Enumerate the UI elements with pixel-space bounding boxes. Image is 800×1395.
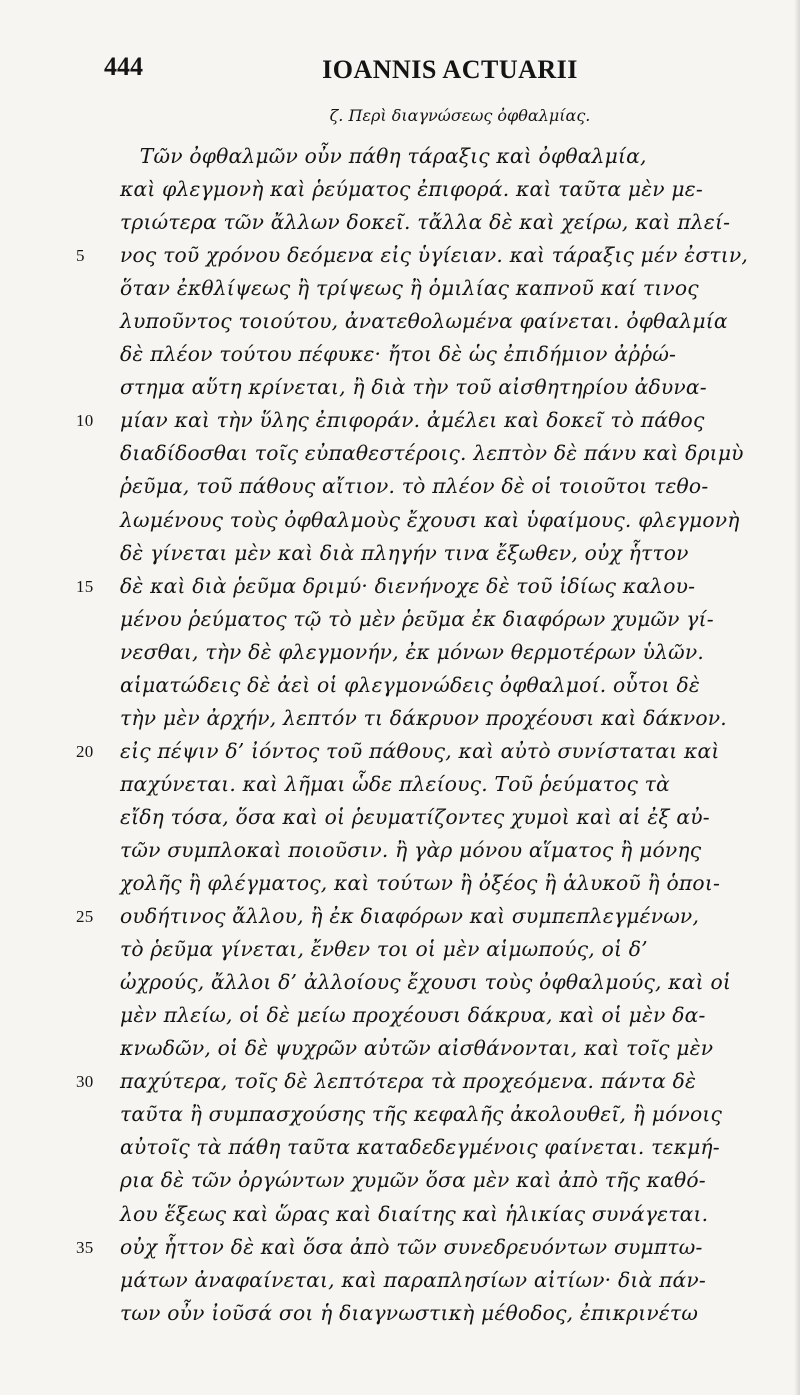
line-text: τῶν συμπλοκαὶ ποιοῦσιν. ἢ γὰρ μόνου αἵματος ἢ μόνης [120, 837, 702, 862]
text-line [120, 1098, 800, 1131]
text-line [120, 537, 800, 570]
text-line [120, 371, 800, 404]
text-line [76, 239, 800, 272]
text-line [120, 437, 800, 470]
text-line [120, 470, 800, 503]
body-text [76, 140, 800, 1330]
text-line [120, 702, 800, 735]
text-line [120, 206, 800, 239]
text-line [120, 173, 800, 206]
text-line [120, 1032, 800, 1065]
line-text: νος τοῦ χρόνου δεόμενα εἰς ὑγίειαν. καὶ τάραξις μέν ἐστιν, [120, 243, 749, 268]
text-line [120, 1264, 800, 1297]
text-line [76, 735, 800, 768]
line-text: ὅταν ἐκθλίψεως ἢ τρίψεως ἢ ὁμιλίας καπνοῦ καί τινος [120, 276, 699, 301]
line-number: 35 [76, 1237, 94, 1257]
line-text: Τῶν ὀφθαλμῶν οὖν πάθη τάραξις καὶ ὀφθαλμία, [139, 144, 647, 168]
text-line [120, 305, 800, 338]
line-text: τὴν μὲν ἀρχήν, λεπτόν τι δάκρυον προχέουσι καὶ δάκνον. [120, 705, 727, 730]
text-line [120, 768, 800, 801]
text-line [120, 801, 800, 834]
text-line [120, 1164, 800, 1197]
line-text: αὐτοῖς τὰ πάθη ταῦτα καταδεδεγμένοις φαίνεται. τεκμή- [120, 1135, 720, 1160]
line-text: κνωδῶν, οἱ δὲ ψυχρῶν αὐτῶν αἰσθάνονται, καὶ τοῖς μὲν [120, 1036, 714, 1061]
text-line [120, 504, 800, 537]
line-text: δὲ πλέον τούτου πέφυκε· ἤτοι δὲ ὡς ἐπιδήμιον ἀῤῥώ- [120, 342, 677, 367]
section-title: ζ. Περὶ διαγνώσεως ὀφθαλμίας. [329, 106, 591, 125]
text-line [76, 900, 800, 933]
line-text: καὶ φλεγμονὴ καὶ ῥεύματος ἐπιφορά. καὶ ταῦτα μὲν με- [120, 177, 703, 202]
line-text: εἴδη τόσα, ὅσα καὶ οἱ ῥευματίζοντες χυμοὶ καὶ αἱ ἐξ αὐ- [120, 804, 710, 829]
text-line [76, 404, 800, 437]
text-line [76, 1231, 800, 1264]
page-number: 444 [104, 52, 143, 81]
text-line [120, 1198, 800, 1231]
text-line [120, 669, 800, 702]
line-text: διαδίδοσθαι τοῖς εὐπαθεστέροις. λεπτὸν δὲ πάνυ καὶ δριμὺ [120, 441, 744, 466]
text-line [120, 867, 800, 900]
text-line [120, 834, 800, 867]
line-text: παχύτερα, τοῖς δὲ λεπτότερα τὰ προχεόμενα. πάντα δὲ [120, 1069, 697, 1094]
text-line [76, 1065, 800, 1098]
text-line [120, 338, 800, 371]
page-edge-shadow [794, 0, 800, 1395]
line-text: αἱματώδεις δὲ ἀεὶ οἱ φλεγμονώδεις ὀφθαλμοί. οὗτοι δὲ [120, 672, 700, 697]
line-number: 30 [76, 1072, 94, 1092]
line-text: τὸ ῥεῦμα γίνεται, ἔνθεν τοι οἱ μὲν αἱμωπούς, οἱ δ’ [120, 937, 648, 962]
line-text: ταῦτα ἢ συμπασχούσης τῆς κεφαλῆς ἀκολουθεῖ, ἢ μόνοις [120, 1102, 723, 1127]
line-number: 20 [76, 741, 94, 761]
line-text: εἰς πέψιν δ’ ἰόντος τοῦ πάθους, καὶ αὐτὸ συνίσταται καὶ [120, 738, 720, 763]
line-text: χολῆς ἢ φλέγματος, καὶ τούτων ἢ ὀξέος ἢ ἁλυκοῦ ἢ ὁποι- [120, 871, 721, 896]
line-number: 10 [76, 411, 94, 431]
text-line [120, 999, 800, 1032]
line-text: μὲν πλείω, οἱ δὲ μείω προχέουσι δάκρυα, καὶ οἱ μὲν δα- [120, 1003, 706, 1028]
line-text: λωμένους τοὺς ὀφθαλμοὺς ἔχουσι καὶ ὑφαίμους. φλεγμονὴ [120, 507, 740, 532]
line-text: τριώτερα τῶν ἄλλων δοκεῖ. τἄλλα δὲ καὶ χείρω, καὶ πλεί- [120, 210, 731, 235]
text-line [120, 933, 800, 966]
line-text: δὲ γίνεται μὲν καὶ διὰ πληγήν τινα ἔξωθεν, οὐχ ἧττον [120, 540, 689, 565]
line-text: οὐχ ἧττον δὲ καὶ ὅσα ἀπὸ τῶν συνεδρευόντων συμπτω- [120, 1234, 703, 1259]
text-line [120, 1131, 800, 1164]
line-text: των οὖν ἰοῦσά σοι ἡ διαγνωστικὴ μέθοδος, ἐπικρινέτω [120, 1300, 699, 1325]
line-text: λου ἕξεως καὶ ὥρας καὶ διαίτης καὶ ἡλικίας συνάγεται. [120, 1201, 709, 1226]
line-number: 15 [76, 576, 94, 596]
line-text: νεσθαι, τὴν δὲ φλεγμονήν, ἐκ μόνων θερμοτέρων ὑλῶν. [120, 639, 704, 664]
line-text: ῥεῦμα, τοῦ πάθους αἴτιον. τὸ πλέον δὲ οἱ τοιοῦτοι τεθο- [120, 474, 709, 499]
text-line [120, 272, 800, 305]
line-text: μάτων ἀναφαίνεται, καὶ παραπλησίων αἰτίων· διὰ πάν- [120, 1267, 706, 1292]
line-text: στημα αὕτη κρίνεται, ἢ διὰ τὴν τοῦ αἰσθητηρίου ἀδυνα- [120, 375, 707, 400]
text-line [120, 603, 800, 636]
text-line [120, 966, 800, 999]
line-text: δὲ καὶ διὰ ῥεῦμα δριμύ· διενήνοχε δὲ τοῦ ἰδίως καλου- [120, 573, 696, 598]
line-number: 25 [76, 907, 94, 927]
text-line [120, 140, 800, 173]
line-text: ουδήτινος ἄλλου, ἢ ἐκ διαφόρων καὶ συμπεπλεγμένων, [120, 904, 700, 929]
line-text: ρια δὲ τῶν ὀργώντων χυμῶν ὅσα μὲν καὶ ἀπὸ τῆς καθό- [120, 1168, 706, 1193]
line-text: μένου ῥεύματος τῷ τὸ μὲν ῥεῦμα ἐκ διαφόρων χυμῶν γί- [120, 606, 714, 631]
line-text: λυποῦντος τοιούτου, ἀνατεθολωμένα φαίνεται. ὀφθαλμία [120, 309, 728, 334]
text-line [120, 1297, 800, 1330]
text-line [120, 636, 800, 669]
text-line [76, 570, 800, 603]
line-number: 5 [76, 246, 85, 266]
running-head: IOANNIS ACTUARII [322, 55, 578, 84]
line-text: ὠχρούς, ἄλλοι δ’ ἀλλοίους ἔχουσι τοὺς ὀφθαλμούς, καὶ οἱ [120, 970, 731, 995]
line-text: παχύνεται. καὶ λῆμαι ὧδε πλείους. Τοῦ ῥεύματος τὰ [120, 771, 670, 796]
line-text: μίαν καὶ τὴν ὕλης ἐπιφοράν. ἀμέλει καὶ δοκεῖ τὸ πάθος [120, 408, 705, 433]
